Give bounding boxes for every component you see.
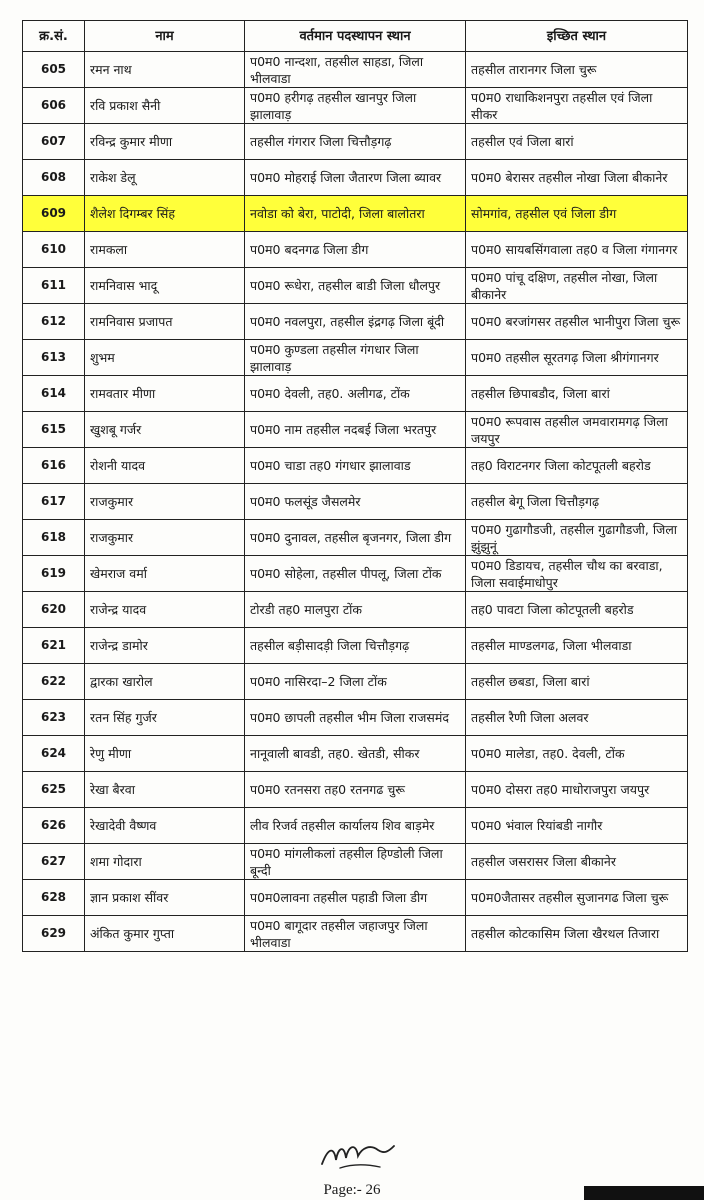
desired-posting-cell: प0म0 राधाकिशनपुरा तहसील एवं जिला सीकर [466,88,688,124]
desired-posting-cell: तहसील छबडा, जिला बारां [466,664,688,700]
serial-cell: 614 [23,376,85,412]
table-row [23,700,688,736]
transfer-list [22,20,687,952]
name-cell: रवि प्रकाश सैनी [85,88,245,124]
table-header-row [23,21,688,52]
current-posting-cell: प0म0 मांगलीकलां तहसील हिण्डोली जिला बून्दी [245,844,466,880]
table-row [23,664,688,700]
desired-posting-cell: तहसील छिपाबडौद, जिला बारां [466,376,688,412]
table-row [23,628,688,664]
serial-cell: 620 [23,592,85,628]
current-posting-cell: प0म0 कुण्डला तहसील गंगधार जिला झालावाड़ [245,340,466,376]
desired-posting-cell: तहसील माण्डलगढ, जिला भीलवाडा [466,628,688,664]
current-posting-cell: प0म0 छापली तहसील भीम जिला राजसमंद [245,700,466,736]
header-name: नाम [85,21,245,52]
table-row [23,772,688,808]
current-posting-cell: नानूवाली बावडी, तह0. खेतडी, सीकर [245,736,466,772]
serial-cell: 610 [23,232,85,268]
desired-posting-cell: प0म0 बरजांगसर तहसील भानीपुरा जिला चुरू [466,304,688,340]
name-cell: रविन्द्र कुमार मीणा [85,124,245,160]
serial-cell: 606 [23,88,85,124]
desired-posting-cell: तहसील कोटकासिम जिला खैरथल तिजारा [466,916,688,952]
signature-icon [318,1134,398,1174]
current-posting-cell: प0म0 दुनावल, तहसील बृजनगर, जिला डीग [245,520,466,556]
current-posting-cell: प0म0 नाम तहसील नदबई जिला भरतपुर [245,412,466,448]
desired-posting-cell: प0म0 तहसील सूरतगढ़ जिला श्रीगंगानगर [466,340,688,376]
name-cell: राजेन्द्र डामोर [85,628,245,664]
table-row [23,736,688,772]
corner-mark [584,1186,704,1200]
name-cell: रतन सिंह गुर्जर [85,700,245,736]
serial-cell: 628 [23,880,85,916]
serial-cell: 615 [23,412,85,448]
current-posting-cell: प0म0 नवलपुरा, तहसील इंद्रगढ़ जिला बूंदी [245,304,466,340]
desired-posting-cell: प0म0 रूपवास तहसील जमवारामगढ़ जिला जयपुर [466,412,688,448]
desired-posting-cell: प0म0 गुढागौडजी, तहसील गुढागौडजी, जिला झुंझुनूं [466,520,688,556]
table-row [23,160,688,196]
serial-cell: 611 [23,268,85,304]
desired-posting-cell: तहसील जसरासर जिला बीकानेर [466,844,688,880]
desired-posting-cell: तह0 विराटनगर जिला कोटपूतली बहरोड [466,448,688,484]
serial-cell: 609 [23,196,85,232]
serial-cell: 627 [23,844,85,880]
current-posting-cell: प0म0 चाडा तह0 गंगधार झालावाड [245,448,466,484]
name-cell: ज्ञान प्रकाश सींवर [85,880,245,916]
table-row [23,844,688,880]
desired-posting-cell: प0म0 मालेडा, तह0. देवली, टोंक [466,736,688,772]
page-number: Page:- 26 [323,1182,381,1198]
serial-cell: 612 [23,304,85,340]
name-cell: द्वारका खारोल [85,664,245,700]
table-row [23,232,688,268]
serial-cell: 618 [23,520,85,556]
name-cell: राजकुमार [85,484,245,520]
name-cell: रेणु मीणा [85,736,245,772]
desired-posting-cell: तह0 पावटा जिला कोटपूतली बहरोड [466,592,688,628]
current-posting-cell: प0म0 सोहेला, तहसील पीपलू, जिला टोंक [245,556,466,592]
table-row [23,340,688,376]
name-cell: रमन नाथ [85,52,245,88]
header-current-posting: वर्तमान पदस्थापन स्थान [245,21,466,52]
serial-cell: 617 [23,484,85,520]
serial-cell: 622 [23,664,85,700]
table-row [23,592,688,628]
name-cell: अंकित कुमार गुप्ता [85,916,245,952]
serial-cell: 613 [23,340,85,376]
table-row [23,88,688,124]
desired-posting-cell: सोमगांव, तहसील एवं जिला डीग [466,196,688,232]
name-cell: रामकला [85,232,245,268]
desired-posting-cell: प0म0 डिडायच, तहसील चौथ का बरवाडा, जिला सवाईमाधोपुर [466,556,688,592]
name-cell: रोशनी यादव [85,448,245,484]
name-cell: राजेन्द्र यादव [85,592,245,628]
name-cell: रेखादेवी वैष्णव [85,808,245,844]
table-row [23,880,688,916]
current-posting-cell: टोरडी तह0 मालपुरा टोंक [245,592,466,628]
header-desired-posting: इच्छित स्थान [466,21,688,52]
table-row [23,412,688,448]
name-cell: रामनिवास भादू [85,268,245,304]
table-row [23,304,688,340]
desired-posting-cell: प0म0 दोसरा तह0 माधोराजपुरा जयपुर [466,772,688,808]
current-posting-cell: प0म0 नासिरदा–2 जिला टोंक [245,664,466,700]
table-row-highlighted [23,196,688,232]
serial-cell: 629 [23,916,85,952]
serial-cell: 605 [23,52,85,88]
current-posting-cell: प0म0 मोहराई जिला जैतारण जिला ब्यावर [245,160,466,196]
name-cell: रेखा बैरवा [85,772,245,808]
table-row [23,52,688,88]
current-posting-cell: प0म0 रूधेरा, तहसील बाडी जिला धौलपुर [245,268,466,304]
name-cell: खेमराज वर्मा [85,556,245,592]
name-cell: रामनिवास प्रजापत [85,304,245,340]
current-posting-cell: प0म0 देवली, तह0. अलीगढ, टोंक [245,376,466,412]
current-posting-cell: प0म0 बदनगढ जिला डीग [245,232,466,268]
current-posting-cell: नवोडा को बेरा, पाटोदी, जिला बालोतरा [245,196,466,232]
name-cell: शमा गोदारा [85,844,245,880]
desired-posting-cell: तहसील बेगू जिला चित्तौड़गढ़ [466,484,688,520]
transfer-table [22,20,688,952]
current-posting-cell: प0म0 बागूदार तहसील जहाजपुर जिला भीलवाडा [245,916,466,952]
desired-posting-cell: तहसील तारानगर जिला चुरू [466,52,688,88]
name-cell: रामवतार मीणा [85,376,245,412]
current-posting-cell: प0म0 हरीगढ़ तहसील खानपुर जिला झालावाड़ [245,88,466,124]
current-posting-cell: लीव रिजर्व तहसील कार्यालय शिव बाड़मेर [245,808,466,844]
serial-cell: 621 [23,628,85,664]
current-posting-cell: तहसील बड़ीसादड़ी जिला चित्तौड़गढ़ [245,628,466,664]
desired-posting-cell: प0म0 सायबसिंगवाला तह0 व जिला गंगानगर [466,232,688,268]
name-cell: शैलेश दिगम्बर सिंह [85,196,245,232]
desired-posting-cell: तहसील रैणी जिला अलवर [466,700,688,736]
name-cell: राजकुमार [85,520,245,556]
desired-posting-cell: तहसील एवं जिला बारां [466,124,688,160]
serial-cell: 608 [23,160,85,196]
name-cell: राकेश डेलू [85,160,245,196]
current-posting-cell: तहसील गंगरार जिला चित्तौड़गढ़ [245,124,466,160]
name-cell: शुभम [85,340,245,376]
desired-posting-cell: प0म0जैतासर तहसील सुजानगढ जिला चुरू [466,880,688,916]
desired-posting-cell: प0म0 बेरासर तहसील नोखा जिला बीकानेर [466,160,688,196]
table-row [23,448,688,484]
name-cell: खुशबू गर्जर [85,412,245,448]
table-row [23,520,688,556]
page-footer [0,1130,704,1200]
table-row [23,484,688,520]
table-row [23,268,688,304]
serial-cell: 607 [23,124,85,160]
table-row [23,556,688,592]
table-body [23,52,688,952]
serial-cell: 626 [23,808,85,844]
table-row [23,376,688,412]
serial-cell: 625 [23,772,85,808]
serial-cell: 619 [23,556,85,592]
header-serial: क्र.सं. [23,21,85,52]
desired-posting-cell: प0म0 पांचू दक्षिण, तहसील नोखा, जिला बीकानेर [466,268,688,304]
current-posting-cell: प0म0 फलसूंड जैसलमेर [245,484,466,520]
table-row [23,124,688,160]
serial-cell: 623 [23,700,85,736]
serial-cell: 624 [23,736,85,772]
desired-posting-cell: प0म0 भंवाल रियांबडी नागौर [466,808,688,844]
current-posting-cell: प0म0 रतनसरा तह0 रतनगढ चुरू [245,772,466,808]
current-posting-cell: प0म0लावना तहसील पहाडी जिला डीग [245,880,466,916]
table-row [23,808,688,844]
serial-cell: 616 [23,448,85,484]
table-row [23,916,688,952]
current-posting-cell: प0म0 नान्दशा, तहसील साहडा, जिला भीलवाडा [245,52,466,88]
